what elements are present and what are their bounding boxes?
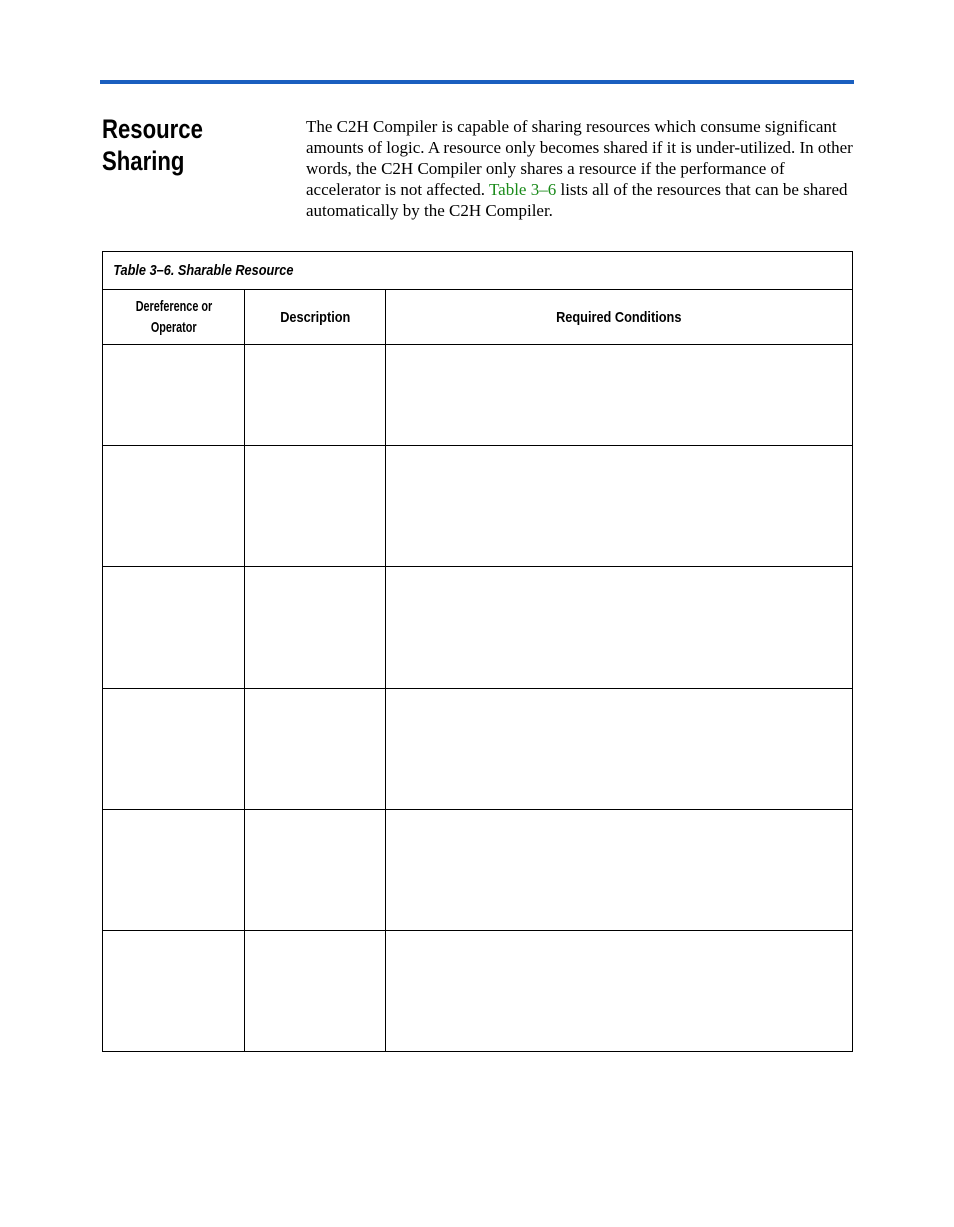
cell-description [245,689,386,810]
intro-paragraph [306,116,856,221]
cell-operator [103,446,245,567]
table-row [103,345,853,446]
top-rule [100,80,854,84]
header-operator-line2: Operator [150,319,197,336]
cell-conditions [386,446,853,567]
header-description: Description [245,290,386,345]
table-caption-text: Table 3–6. Sharable Resource [113,262,294,279]
section-heading [102,113,250,177]
table-row [103,567,853,689]
cell-conditions [386,931,853,1052]
table-cross-reference-link[interactable]: Table 3–6 [488,180,557,199]
cell-conditions [386,810,853,931]
header-required-conditions: Required Conditions [386,290,853,345]
table-caption [103,252,853,290]
cell-description [245,810,386,931]
cell-conditions [386,689,853,810]
cell-description [245,345,386,446]
table-row [103,931,853,1052]
header-operator-line1: Dereference or [135,298,212,315]
cell-conditions [386,567,853,689]
header-operator [103,290,245,345]
cell-description [245,446,386,567]
cell-operator [103,689,245,810]
cell-conditions [386,345,853,446]
table-row [103,689,853,810]
intro-text-start: The C2H Compiler is capable of sharing resources which consume significant amounts of logic. A resource only becomes shared if it is under-utilized. In other words, the C2H Compiler only shares a resource if the performance of accelerator is not affected. [306,117,853,199]
cell-operator [103,345,245,446]
cell-operator [103,931,245,1052]
cell-operator [103,567,245,689]
cell-description [245,567,386,689]
sharable-resource-table [102,251,853,1052]
table-row [103,446,853,567]
section-heading-line1: Resource [102,114,203,144]
table-row [103,810,853,931]
intro-text-end: lists all of the resources that can be shared automatically by the C2H Compiler. [306,180,848,220]
cell-operator [103,810,245,931]
cell-description [245,931,386,1052]
section-heading-line2: Sharing [102,146,185,176]
table-header-row [103,290,853,345]
